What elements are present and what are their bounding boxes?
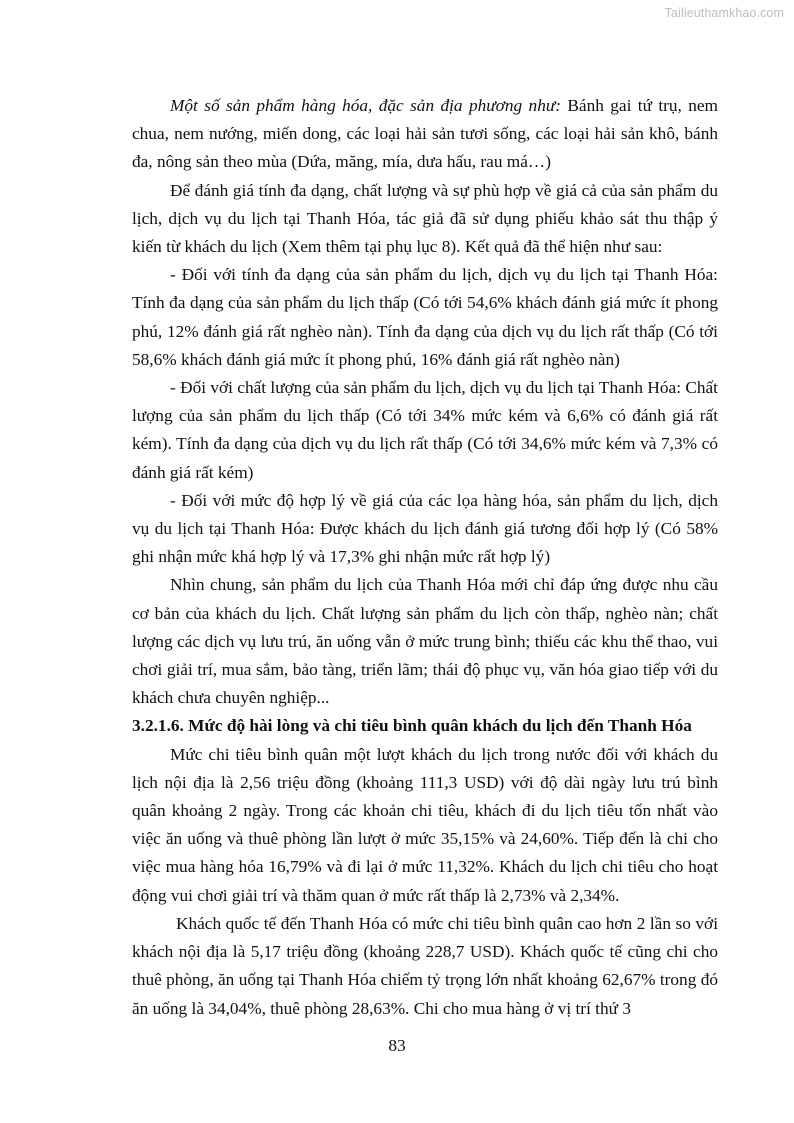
document-body <box>132 92 718 1023</box>
paragraph-price: - Đối với mức độ hợp lý về giá của các lọa hàng hóa, sản phẩm du lịch, dịch vụ du lịch tại Thanh Hóa: Được khách du lịch đánh giá tương đối hợp lý (Có 58% ghi nhận mức khá hợp lý và 17,3% ghi nhận mức rất hợp lý) <box>132 490 718 567</box>
paragraph-text: Bánh gai tứ trụ, nem chua, nem nướng, miến dong, các loại hải sản tươi sống, các loại hải sản khô, bánh đa, nông sản theo mùa (Dứa, măng, mía, dưa hấu, rau má…) <box>132 96 718 172</box>
page-number: 83 <box>388 1036 406 1055</box>
italic-lead: Một số sản phẩm hàng hóa, đặc sản địa phương như: <box>170 96 562 115</box>
paragraph-quality: - Đối với chất lượng của sản phẩm du lịch, dịch vụ du lịch tại Thanh Hóa: Chất lượng của sản phẩm du lịch thấp (Có tới 34% mức kém và 6,6% có đánh giá rất kém). Tính đa dạng của dịch vụ du lịch rất thấp (Có tới 34,6% mức kém và 7,3% có đánh giá rất kém) <box>132 378 718 482</box>
paragraph-summary: Nhìn chung, sản phẩm du lịch của Thanh Hóa mới chỉ đáp ứng được nhu cầu cơ bản của khách du lịch. Chất lượng sản phẩm du lịch còn thấp, nghèo nàn; chất lượng các dịch vụ lưu trú, ăn uống vẫn ở mức trung bình; thiếu các khu thể thao, vui chơi giải trí, mua sắm, bảo tàng, triển lãm; thái độ phục vụ, văn hóa giao tiếp với du khách chưa chuyên nghiệp... <box>132 575 718 708</box>
paragraph-international-spending: Khách quốc tế đến Thanh Hóa có mức chi tiêu bình quân cao hơn 2 lần so với khách nội địa là 5,17 triệu đồng (khoảng 228,7 USD). Khách quốc tế cũng chi cho thuê phòng, ăn uống tại Thanh Hóa chiếm tỷ trọng lớn nhất khoảng 62,67% trong đó ăn uống là 34,04%, thuê phòng 28,63%. Chi cho mua hàng ở vị trí thứ 3 <box>132 913 718 1018</box>
section-heading: 3.2.1.6. Mức độ hài lòng và chi tiêu bình quân khách du lịch đến Thanh Hóa <box>132 716 692 736</box>
paragraph-domestic-spending: Mức chi tiêu bình quân một lượt khách du lịch trong nước đối với khách du lịch nội địa là 2,56 triệu đồng (khoảng 111,3 USD) với độ dài ngày lưu trú bình quân khoảng 2 ngày. Trong các khoản chi tiêu, khách đi du lịch tiêu tốn nhất vào việc ăn uống và thuê phòng lần lượt ở mức 35,15% và 24,60%. Tiếp đến là chi cho việc mua hàng hóa 16,79% và đi lại ở mức 11,32%. Khách du lịch chi tiêu cho hoạt động vui chơi giải trí và thăm quan ở mức rất thấp là 2,73% và 2,34%. <box>132 744 718 905</box>
paragraph-survey-intro: Để đánh giá tính đa dạng, chất lượng và sự phù hợp về giá cả của sản phẩm du lịch, dịch vụ du lịch tại Thanh Hóa, tác giả đã sử dụng phiếu khảo sát thu thập ý kiến từ khách du lịch (Xem thêm tại phụ lục 8). Kết quả đã thể hiện như sau: <box>132 180 718 257</box>
paragraph-diversity: - Đối với tính đa dạng của sản phẩm du lịch, dịch vụ du lịch tại Thanh Hóa: Tính đa dạng của sản phẩm du lịch thấp (Có tới 54,6% khách đánh giá mức ít phong phú, 12% đánh giá rất nghèo nàn). Tính đa dạng của dịch vụ du lịch rất thấp (Có tới 58,6% khách đánh giá mức ít phong phú, 16% đánh giá rất nghèo nàn) <box>132 265 718 369</box>
paragraph-local-products <box>132 92 718 177</box>
watermark: Tailieuthamkhao.com <box>664 6 784 20</box>
